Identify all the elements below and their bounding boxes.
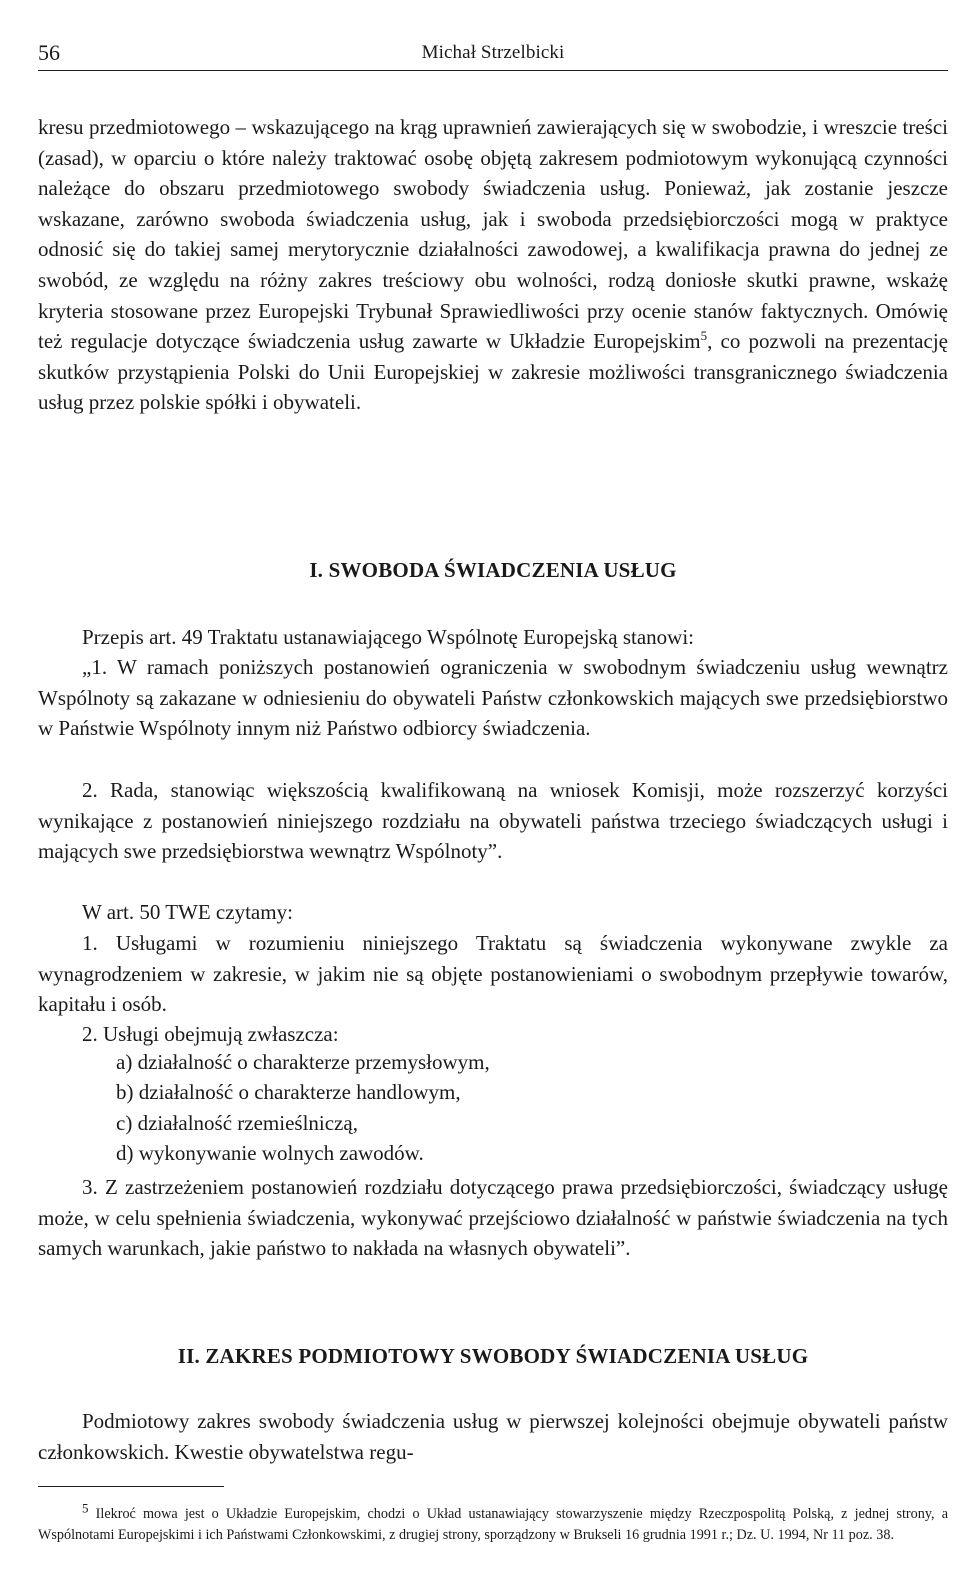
running-head: Michał Strzelbicki: [421, 42, 565, 63]
section-heading-2: II. ZAKRES PODMIOTOWY SWOBODY ŚWIADCZENIA USŁUG: [177, 1344, 809, 1368]
quoted-paragraph: 2. Rada, stanowiąc większością kwalifikowaną na wniosek Komisji, może rozszerzyć korzyści wynikające z postanowień niniejszego rozdziału na obywateli państwa trzeciego świadczących usługi i mających swe przedsiębiorstwa wewnątrz Wspólnoty”.: [38, 778, 948, 864]
footnote-ref: 5: [700, 328, 708, 344]
list-item: c) działalność rzemieślniczą,: [116, 1111, 358, 1135]
paragraph-text: kresu przedmiotowego – wskazującego na krąg uprawnień zawierających się w swobodzie, i wreszcie treści (zasad), w oparciu o które należy traktować osobę objętą zakresem podmiotowym wykonującą czynności należące do obszaru przedmiotowego swobody świadczenia usług. Ponieważ, jak zostanie jeszcze wskazane, zarówno swoboda świadczenia usług, jak i swoboda przedsiębiorczości mogą w praktyce odnosić się do takiej samej merytorycznie działalności zawodowej, a kwalifikacja prawna do jednej ze swobód, ze względu na różny zakres treściowy obu wolności, rodzą doniosłe skutki prawne, wskażę kryteria stosowane przez Europejski Trybunał Sprawiedliwości przy ocenie stanów faktycznych. Omówię też regulacje dotyczące świadczenia usług zawarte w Układzie Europejskim: [38, 115, 948, 354]
footnote-number: 5: [82, 1500, 89, 1516]
list-item: a) działalność o charakterze przemysłowym,: [116, 1050, 490, 1074]
body-paragraph: 1. Usługami w rozumieniu niniejszego Traktatu są świadczenia wykonywane zwykle za wynagrodzeniem w zakresie, w jakim nie są objęte postanowieniami o swobodnym przepływie towarów, kapitału i osób.: [38, 931, 948, 1017]
body-paragraph: 2. Usługi obejmują zwłaszcza:: [82, 1022, 339, 1046]
body-paragraph: Przepis art. 49 Traktatu ustanawiającego Wspólnotę Europejską stanowi:: [82, 625, 694, 649]
body-paragraph-intro: [38, 112, 948, 418]
footnote-text: Ilekroć mowa jest o Układzie Europejskim, chodzi o Układ ustanawiający stowarzyszenie między Rzeczpospolitą Polską, z jednej strony, a Wspólnotami Europejskimi i ich Państwami Członkowskimi, z drugiej strony, sporządzony w Brukseli 16 grudnia 1991 r.; Dz. U. 1994, Nr 11 poz. 38.: [38, 1506, 948, 1544]
body-paragraph: Podmiotowy zakres swobody świadczenia usług w pierwszej kolejności obejmuje obywateli państw członkowskich. Kwestie obywatelstwa regu-: [38, 1409, 948, 1464]
footnote: [38, 1500, 948, 1547]
page-header: [38, 40, 948, 71]
page-number: 56: [38, 40, 60, 65]
list-item: b) działalność o charakterze handlowym,: [116, 1080, 461, 1104]
section-heading-1: I. SWOBODA ŚWIADCZENIA USŁUG: [309, 558, 677, 582]
quoted-paragraph: „1. W ramach poniższych postanowień ograniczenia w swobodnym świadczeniu usług wewnątrz Wspólnoty są zakazane w odniesieniu do obywateli Państw członkowskich mających swe przedsiębiorstwo w Państwie Wspólnoty innym niż Państwo odbiorcy świadczenia.: [38, 655, 948, 741]
footnote-separator: [38, 1486, 224, 1487]
body-paragraph: 3. Z zastrzeżeniem postanowień rozdziału dotyczącego prawa przedsiębiorczości, świadczący usługę może, w celu spełnienia świadczenia, wykonywać przejściowo działalność w państwie świadczenia na tych samych warunkach, jakie państwo to nakłada na własnych obywateli”.: [38, 1175, 948, 1261]
body-paragraph: W art. 50 TWE czytamy:: [82, 900, 293, 924]
paragraph-text: , co pozwoli na prezentację skutków przystąpienia Polski do Unii Europejskiej w zakresie możliwości transgranicznego świadczenia usług przez polskie spółki i obywateli.: [38, 329, 948, 415]
list-item: d) wykonywanie wolnych zawodów.: [116, 1141, 424, 1165]
